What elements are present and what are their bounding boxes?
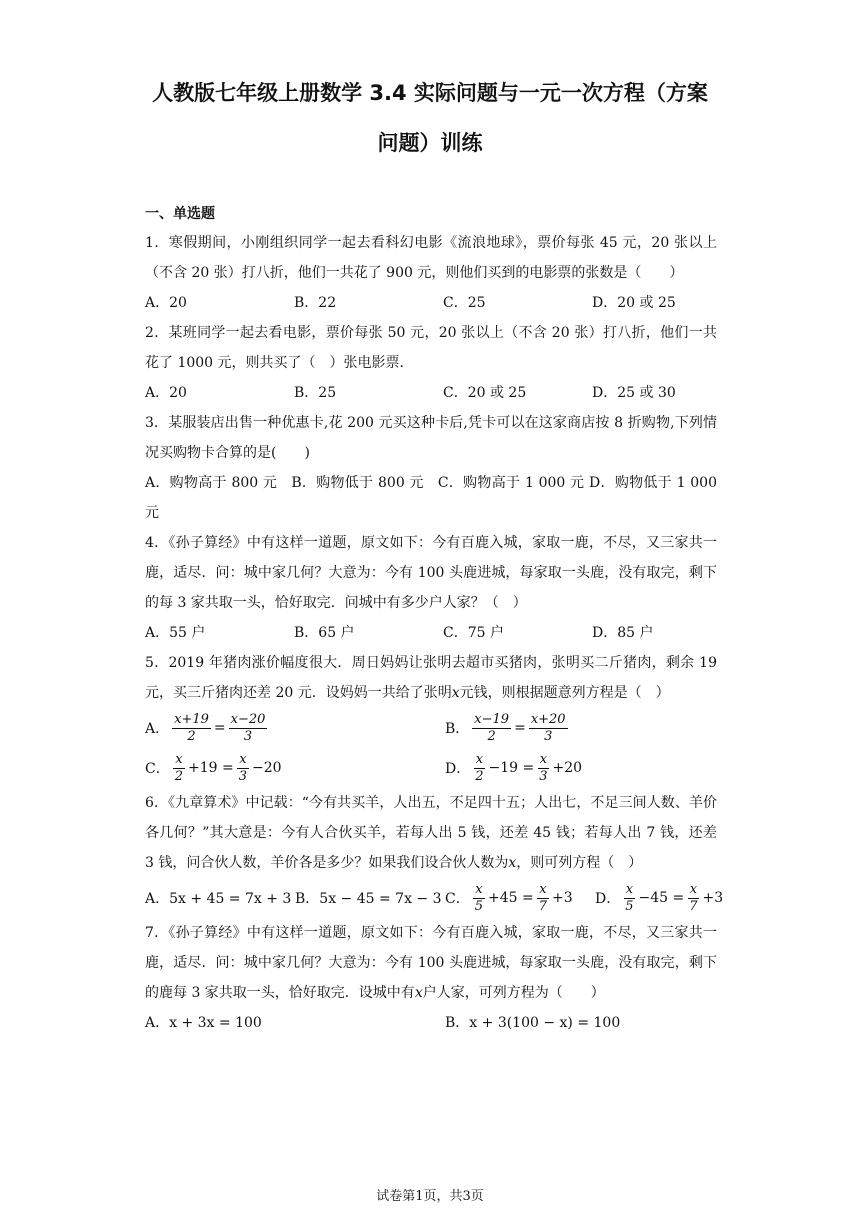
variable-x: x <box>414 985 423 1001</box>
question-4-options <box>145 618 717 648</box>
option-a: A．20 <box>145 385 187 401</box>
section-heading: 一、单选题 <box>145 206 215 222</box>
question-1-options <box>145 288 717 318</box>
option-a: A．x + 3x = 100 <box>145 1015 262 1031</box>
option-b: B．22 <box>294 295 337 311</box>
option-b: B．5x − 45 = 7x − 3 <box>295 891 442 907</box>
option-label: A． <box>145 721 170 737</box>
fraction <box>229 712 268 745</box>
denominator: 2 <box>487 728 496 744</box>
denominator: 7 <box>538 898 548 914</box>
question-3-stem: 3．某服装店出售一种优惠卡,花 200 元买这种卡后,凭卡可以在这家商店按 8 折购物,下列情况买购物卡合算的是( ) <box>145 415 717 461</box>
operator: +3 <box>552 890 573 906</box>
stem-text: ，则可列方程（ ） <box>516 855 643 871</box>
question-5 <box>145 648 717 788</box>
fraction <box>172 712 211 745</box>
question-6 <box>145 788 724 918</box>
option-a: A．购物高于 800 元 <box>145 475 278 491</box>
stem-text: 7．《孙子算经》中有这样一道题，原文如下：今有百鹿入城，家取一鹿，不尽，又三家共一鹿，适尽．问：城中家几何？大意为：今有 100 头鹿进城，每家取一头鹿，没有取完，剩下的鹿每 3 家共取一头，恰好取完．设城中有 <box>145 925 717 1001</box>
fraction <box>529 712 568 745</box>
option-d: D．20 或 25 <box>592 295 676 311</box>
option-label: B． <box>445 721 470 737</box>
operator: = <box>213 720 226 736</box>
option-c: C．25 <box>443 295 486 311</box>
denominator: 3 <box>544 728 553 744</box>
question-6-options <box>145 878 724 918</box>
option-d <box>445 752 745 785</box>
question-2 <box>145 318 717 408</box>
operator: +45 = <box>488 890 534 906</box>
option-d: D．购物低于 1 000 元 <box>145 475 717 521</box>
numerator: x+20 <box>530 711 566 727</box>
operator: −20 <box>252 760 282 776</box>
denominator: 7 <box>689 898 698 914</box>
denominator: 2 <box>174 768 183 784</box>
option-label: D． <box>595 891 621 907</box>
option-d: D．25 或 30 <box>592 385 676 401</box>
option-d: D．85 户 <box>592 625 654 641</box>
operator: −45 = <box>638 890 685 906</box>
page-footer: 试卷第1页，共3页 <box>376 1189 484 1204</box>
question-4-stem: 4．《孙子算经》中有这样一道题，原文如下：今有百鹿入城，家取一鹿，不尽，又三家共一鹿，适尽．问：城中家几何？大意为：今有 100 头鹿进城，每家取一头鹿，没有取完，剩下的每 3 家共取一头，恰好取完．问城中有多少户人家？（ ） <box>145 535 717 611</box>
title-line-2: 问题）训练 <box>377 131 483 155</box>
denominator: 5 <box>474 898 483 914</box>
question-2-stem: 2．某班同学一起去看电影，票价每张 50 元，20 张以上（不含 20 张）打八折，他们一共花了 1000 元，则共买了（ ）张电影票． <box>145 325 717 371</box>
numerator: x <box>539 751 548 767</box>
question-3-options <box>145 468 717 528</box>
operator: = <box>514 720 526 736</box>
title-line-1: 人教版七年级上册数学 3.4 实际问题与一元一次方程（方案 <box>152 81 708 105</box>
denominator: 2 <box>187 728 196 744</box>
option-b: B．65 户 <box>294 625 355 641</box>
option-b: B．25 <box>294 385 337 401</box>
option-d <box>595 882 723 915</box>
stem-text: 元钱，则根据题意列方程是（ ） <box>459 685 670 701</box>
fraction <box>472 712 511 745</box>
document-title <box>0 68 860 168</box>
fraction <box>173 752 185 785</box>
option-a: A．5x + 45 = 7x + 3 <box>145 891 292 907</box>
question-5-options-row-1 <box>145 708 717 748</box>
variable-x: x <box>451 685 460 701</box>
fraction <box>537 882 549 915</box>
option-a: A．20 <box>145 295 187 311</box>
question-7-stem <box>145 918 717 1008</box>
numerator: x <box>539 881 547 897</box>
numerator: x <box>175 751 183 767</box>
numerator: x <box>625 881 634 897</box>
denominator: 3 <box>238 768 248 784</box>
numerator: x <box>475 751 484 767</box>
fraction <box>623 882 635 915</box>
fraction <box>473 882 485 915</box>
fraction <box>473 752 485 785</box>
numerator: x−20 <box>230 711 266 727</box>
option-b: B．购物低于 800 元 <box>291 475 424 491</box>
option-a <box>145 712 445 745</box>
operator: −19 = <box>488 760 535 776</box>
option-c: C．购物高于 1 000 元 <box>437 475 585 491</box>
numerator: x <box>475 881 483 897</box>
question-7 <box>145 918 717 1038</box>
stem-text: 6．《九章算术》中记载：“今有共买羊，人出五，不足四十五；人出七，不足三间人数、羊价各几何？”其大意是：今有人合伙买羊，若每人出 5 钱，还差 45 钱；若每人出 7 钱，还差 3 钱，问合伙人数，羊价各是多少？如果我们设合伙人数为 <box>145 795 717 871</box>
question-6-stem <box>145 788 717 878</box>
numerator: x <box>239 751 247 767</box>
question-5-stem <box>145 648 717 708</box>
denominator: 3 <box>243 728 253 744</box>
option-c: C．20 或 25 <box>443 385 527 401</box>
denominator: 3 <box>539 768 548 784</box>
denominator: 2 <box>475 768 484 784</box>
option-label: C． <box>445 891 470 907</box>
option-label: C． <box>145 761 170 777</box>
option-c <box>145 752 445 785</box>
option-c <box>445 882 595 915</box>
question-7-options <box>145 1008 717 1038</box>
fraction <box>687 882 699 915</box>
question-5-options-row-2 <box>145 748 717 788</box>
question-4 <box>145 528 717 648</box>
operator: +19 = <box>188 760 234 776</box>
operator: +3 <box>702 890 724 906</box>
stem-text: 户人家，可列方程为（ ） <box>422 985 605 1001</box>
question-list <box>145 228 724 1038</box>
variable-x: x <box>508 855 517 871</box>
option-label: D． <box>445 761 471 777</box>
fraction <box>537 752 549 785</box>
option-b: B．x + 3(100 − x) = 100 <box>445 1015 621 1031</box>
question-2-options <box>145 378 717 408</box>
question-1 <box>145 228 717 318</box>
option-a: A．55 户 <box>145 625 206 641</box>
question-3 <box>145 408 717 528</box>
numerator: x−19 <box>474 711 510 727</box>
option-b <box>445 712 745 745</box>
operator: +20 <box>552 760 583 776</box>
question-1-stem: 1．寒假期间，小刚组织同学一起去看科幻电影《流浪地球》，票价每张 45 元，20 张以上（不含 20 张）打八折，他们一共花了 900 元，则他们买到的电影票的张数是（ ） <box>145 235 717 281</box>
stem-text: 5．2019 年猪肉涨价幅度很大．周日妈妈让张明去超市买猪肉，张明买二斤猪肉，剩余 19 元，买三斤猪肉还差 20 元．设妈妈一共给了张明 <box>145 655 717 701</box>
numerator: x+19 <box>174 711 209 727</box>
numerator: x <box>689 881 698 897</box>
option-c: C．75 户 <box>443 625 504 641</box>
fraction <box>237 752 249 785</box>
denominator: 5 <box>625 898 634 914</box>
